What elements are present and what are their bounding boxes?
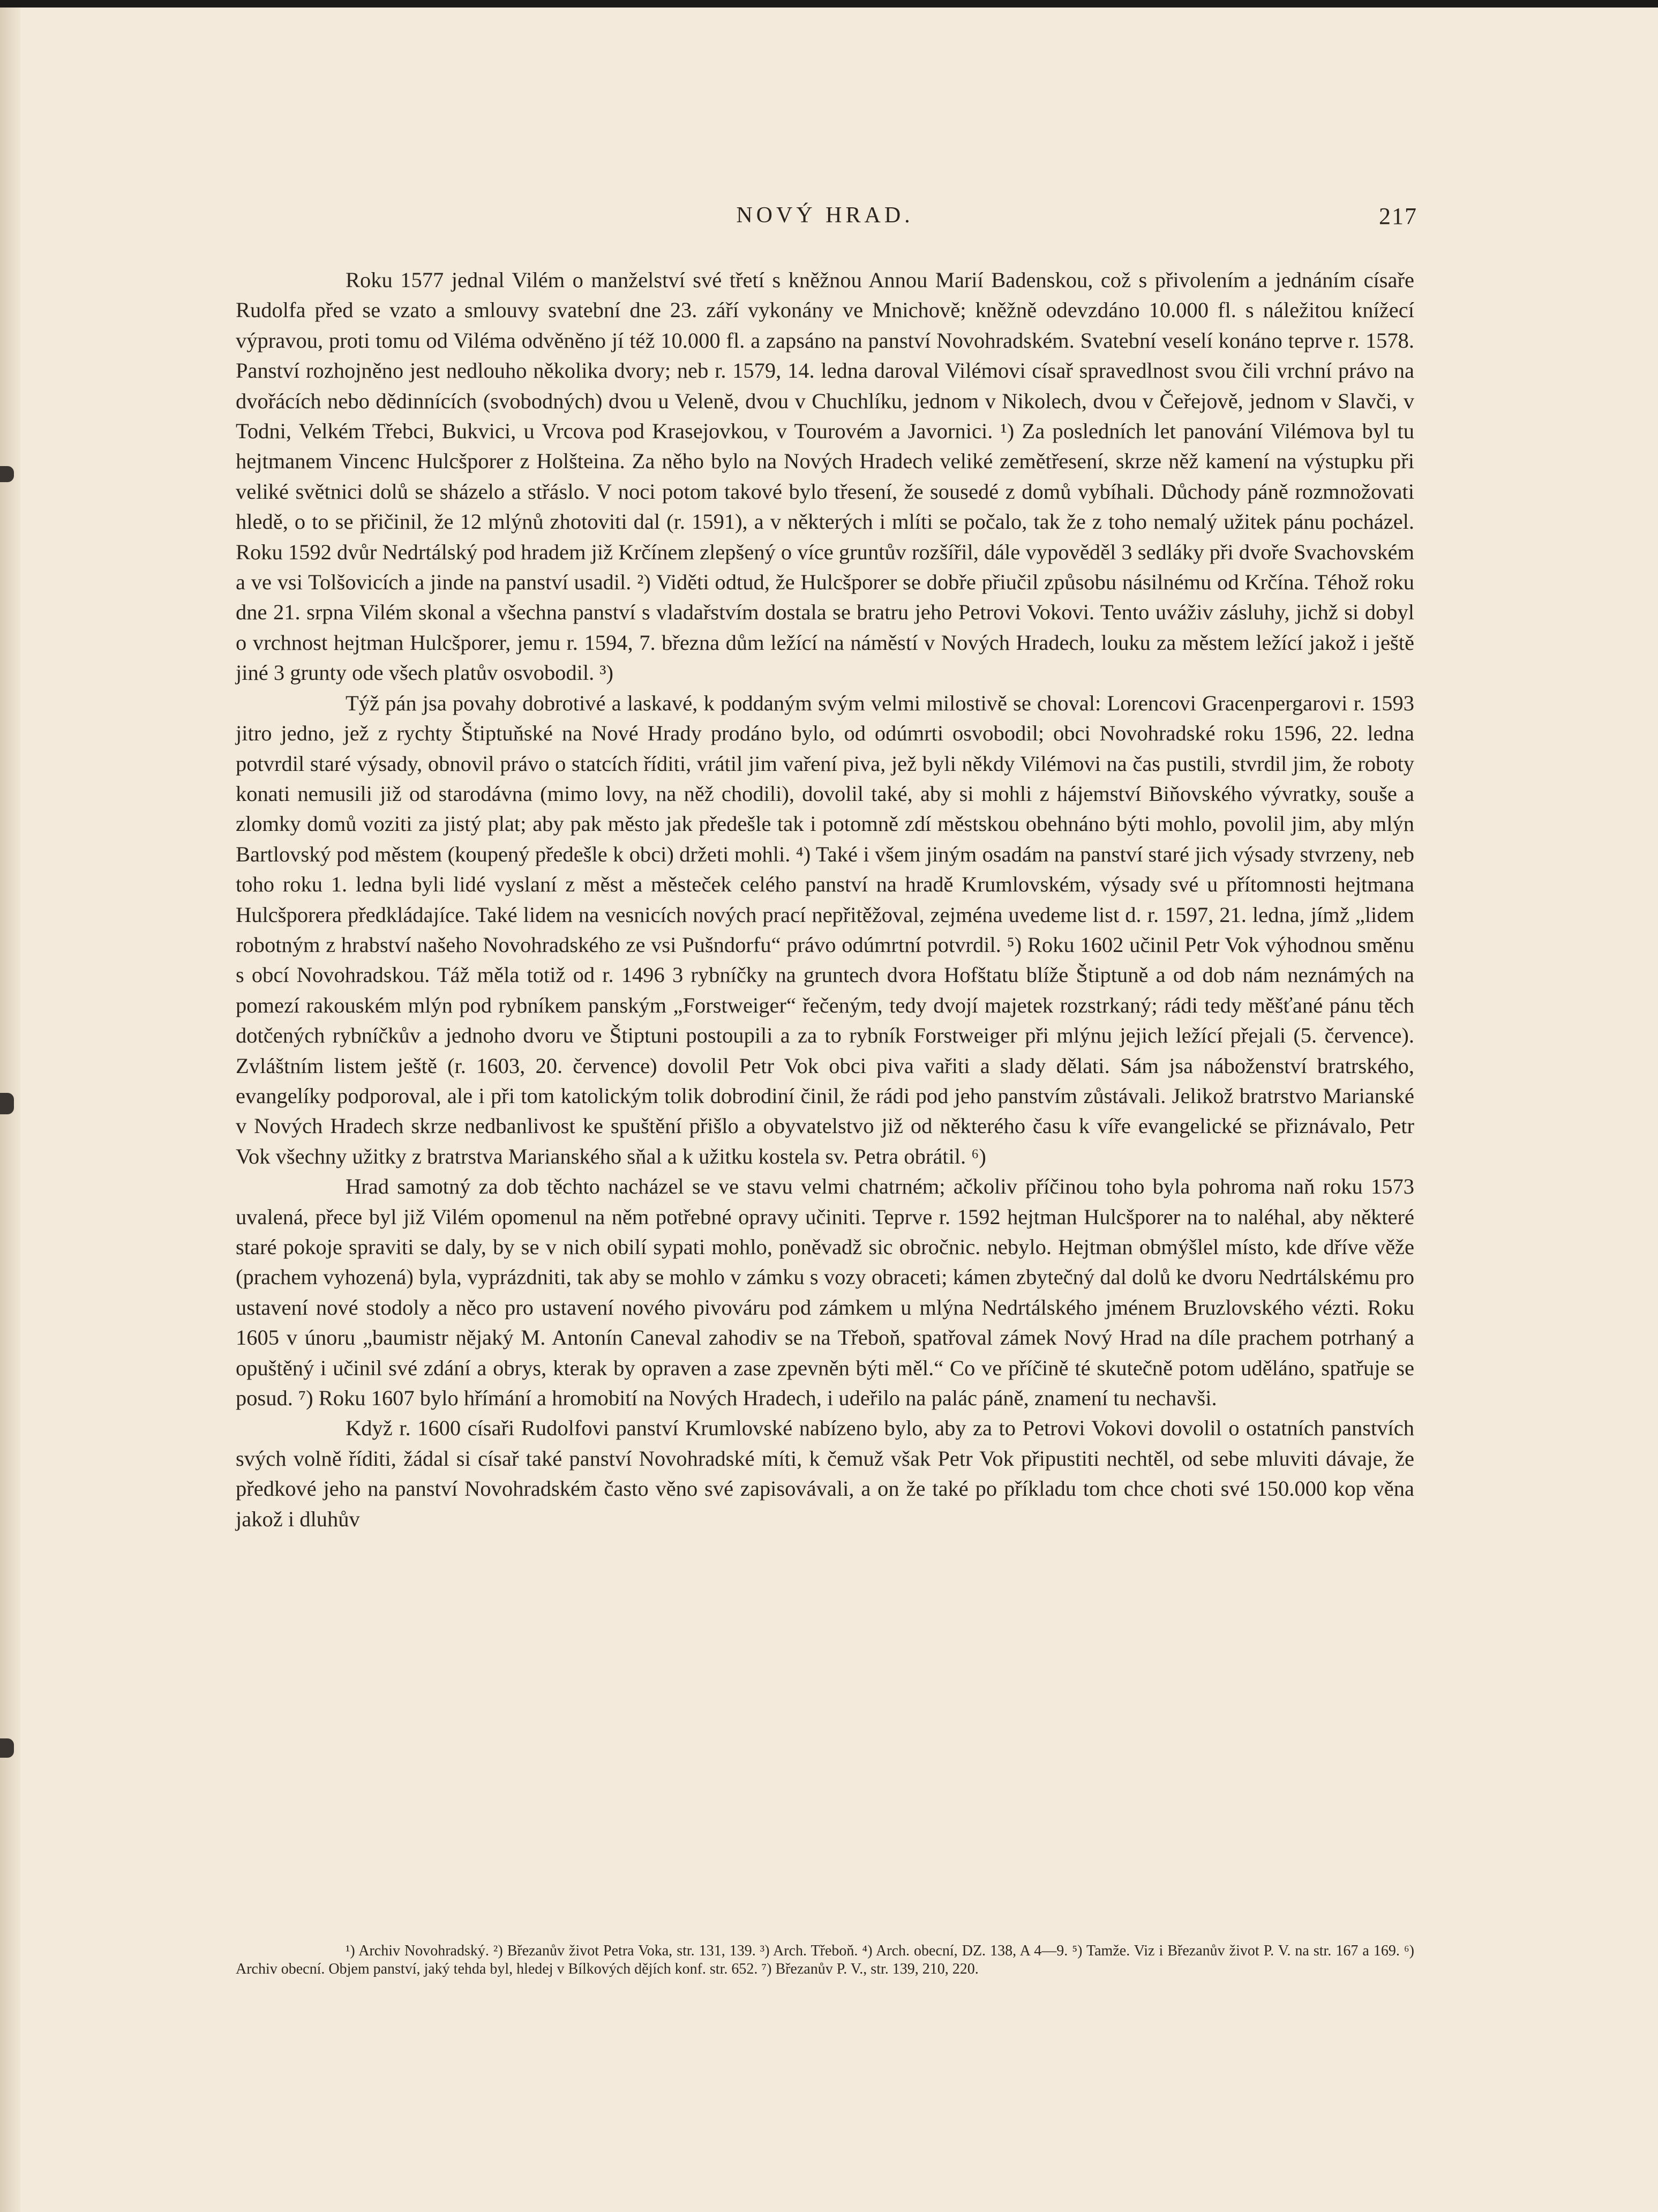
footnote-text: ¹) Archiv Novohradský. ²) Březanův život Petra Voka, str. 131, 139. ³) Arch. Třeboň. ⁴) Arch. obecní, DZ. 138, A 4—9. ⁵) Tamže. Viz i Březanův život P. V. na str. 167 a 169. ⁶) Archiv obecní. Objem panství, jaký tehda byl, hledej v Bílkových dějích konf. str. 652. ⁷) Březanův P. V., str. 139, 210, 220. xyxy=(236,1943,1414,1977)
paragraph: Když r. 1600 císaři Rudolfovi panství Krumlovské nabízeno bylo, aby za to Petrovi Vokovi dovolil o ostatních panstvích svých volně říditi, žádal si císař také panství Novohradské míti, k čemuž však Petr Vok připustiti nechtěl, od sebe mluviti dávaje, že předkové jeho na panství Novohradském často věno své zapisovávali, a on že také po příkladu tom chce choti své 150.000 kop věna jakož i dluhův xyxy=(236,1416,1414,1531)
binding-mark xyxy=(0,1738,14,1758)
page-number: 217 xyxy=(1379,203,1417,229)
binding-mark xyxy=(0,1093,14,1114)
running-title: NOVÝ HRAD. xyxy=(736,203,914,228)
paragraph: Roku 1577 jednal Vilém o manželství své třetí s kněžnou Annou Marií Badenskou, což s přivolením a jednáním císaře Rudolfa před se vzato a smlouvy svatební dne 23. září vykonány ve Mnichově; kněžně odevzdáno 10.000 fl. s náležitou knížecí výpravou, proti tomu od Viléma odvěněno jí též 10.000 fl. a zapsáno na panství Novohradském. Svatební veselí konáno teprve r. 1578. Panství rozhojněno jest nedlouho několika dvory; neb r. 1579, 14. ledna daroval Vilémovi císař spravedlnost svou čili vrchní právo na dvořácích nebo dědinnících (svobodných) dvou u Velenĕ, dvou v Chuchlíku, jednom v Nikolech, dvou v Čeřejově, jednom v Slavči, v Todni, Velkém Třebci, Bukvici, u Vrcova pod Krasejovkou, v Tourovém a Javornici. ¹) Za posledních let panování Vilémova byl tu hejtmanem Vincenc Hulcšporer z Holšteina. Za něho bylo na Nových Hradech veliké zemětřesení, skrze něž kamení na výstupku při veliké světnici dolů se sházelo a střáslo. V noci potom takové bylo třesení, že sousedé z domů vybíhali. Důchody páně rozmnožovati hledě, o to se přičinil, že 12 mlýnů zhotoviti dal (r. 1591), a v některých i mlíti se počalo, tak že z toho nemalý užitek pánu pocházel. Roku 1592 dvůr Nedrtálský pod hradem již Krčínem zlepšený o více gruntův rozšířil, dále vypověděl 3 sedláky při dvoře Svachovském a ve vsi Tolšovicích a jinde na panství usadil. ²) Viděti odtud, že Hulcšporer se dobře přiučil způsobu násilnému od Krčína. Téhož roku dne 21. srpna Vilém skonal a všechna panství s vladařstvím dostala se bratru jeho Petrovi Vokovi. Tento uváživ zásluhy, jichž si dobyl o vrchnost hejtman Hulcšporer, jemu r. 1594, 7. března dům ležící na náměstí v Nových Hradech, louku za městem ležící jakož i ještě jiné 3 grunty ode všech platův osvobodil. ³) xyxy=(236,268,1414,685)
paragraph: Hrad samotný za dob těchto nacházel se ve stavu velmi chatrném; ačkoliv příčinou toho byla pohroma naň roku 1573 uvalená, přece byl již Vilém opomenul na něm potřebné opravy učiniti. Teprve r. 1592 hejtman Hulcšporer na to naléhal, aby některé staré pokoje spraviti se daly, by se v nich obilí sypati mohlo, poněvadž sic obročnic. nebylo. Hejtman obmýšlel místo, kde dříve věže (prachem vyhozená) byla, vyprázdniti, tak aby se mohlo v zámku s vozy obraceti; kámen zbytečný dal dolů ke dvoru Nedrtálskému pro ustavení nové stodoly a něco pro ustavení nového pivováru pod zámkem u mlýna Nedrtálského jménem Bruzlovského vézti. Roku 1605 v únoru „baumistr nějaký M. Antonín Caneval zahodiv se na Třeboň, spatřoval zámek Nový Hrad na díle prachem potrhaný a opuštěný i učinil své zdání a obrys, kterak by opraven a zase zpevněn býti měl.“ Co ve příčině té skutečně potom uděláno, spatřuje se posud. ⁷) Roku 1607 bylo hřímání a hromobití na Nových Hradech, i udeřilo na palác páně, znamení tu nechavši. xyxy=(236,1174,1414,1411)
page-header xyxy=(236,203,1417,235)
paragraph: Týž pán jsa povahy dobrotivé a laskavé, k poddaným svým velmi milostivě se choval: Lorencovi Gracenpergarovi r. 1593 jitro jedno, jež z rychty Štiptuňské na Nové Hrady prodáno bylo, od odúmrti osvobodil; obci Novohradské roku 1596, 22. ledna potvrdil staré výsady, obnovil právo o statcích říditi, vrátil jim vaření piva, jež byli někdy Vilémovi na čas pustili, stvrdil jim, že roboty konati nemusili již od starodávna (mimo lovy, na něž chodili), dovolil také, aby si mohli z hájemství Biňovského vývratky, souše a zlomky domů voziti za jistý plat; aby pak město jak předešle tak i potomně zdí městskou obehnáno býti mohlo, povolil jim, aby mlýn Bartlovský pod městem (koupený předešle k obci) držeti mohli. ⁴) Také i všem jiným osadám na panství staré jich výsady stvrzeny, neb toho roku 1. ledna byli lidé vyslaní z měst a městeček celého panství na hradě Krumlovském, výsady své u přítomnosti hejtmana Hulcšporera předkládajíce. Také lidem na vesnicích nových prací nepřitěžoval, zejména uvedeme list d. r. 1597, 21. ledna, jímž „lidem robotným z hrabství našeho Novohradského ze vsi Pušndorfu“ právo odúmrtní potvrdil. ⁵) Roku 1602 učinil Petr Vok výhodnou směnu s obcí Novohradskou. Táž měla totiž od r. 1496 3 rybníčky na gruntech dvora Hofštatu blíže Štiptuně a od dob nám neznámých na pomezí rakouském mlýn pod rybníkem panským „Forstweiger“ řečeným, tedy dvojí majetek rozstrkaný; rádi tedy měšťané pánu těch dotčených rybníčkův a jednoho dvoru ve Štiptuni postoupili a za to rybník Forstweiger při mlýnu jejich ležící přejali (5. července). Zvláštním listem ještě (r. 1603, 20. července) dovolil Petr Vok obci piva vařiti a slady dělati. Sám jsa náboženství bratrského, evangelíky podporoval, ale i při tom katolickým tolik dobrodiní činil, že rádi pod jeho panstvím zůstávali. Jelikož bratrstvo Marianské v Nových Hradech skrze nedbanlivost ke spuštění přišlo a obyvatelstvo již od některého času k víře evangelické se přiznávalo, Petr Vok všechny užitky z bratrstva Marianského sňal a k užitku kostela sv. Petra obrátil. ⁶) xyxy=(236,691,1414,1168)
body-text xyxy=(236,265,1414,1534)
binding-mark xyxy=(0,466,14,482)
footnotes xyxy=(236,1942,1414,1978)
page-top-edge xyxy=(0,0,1658,8)
